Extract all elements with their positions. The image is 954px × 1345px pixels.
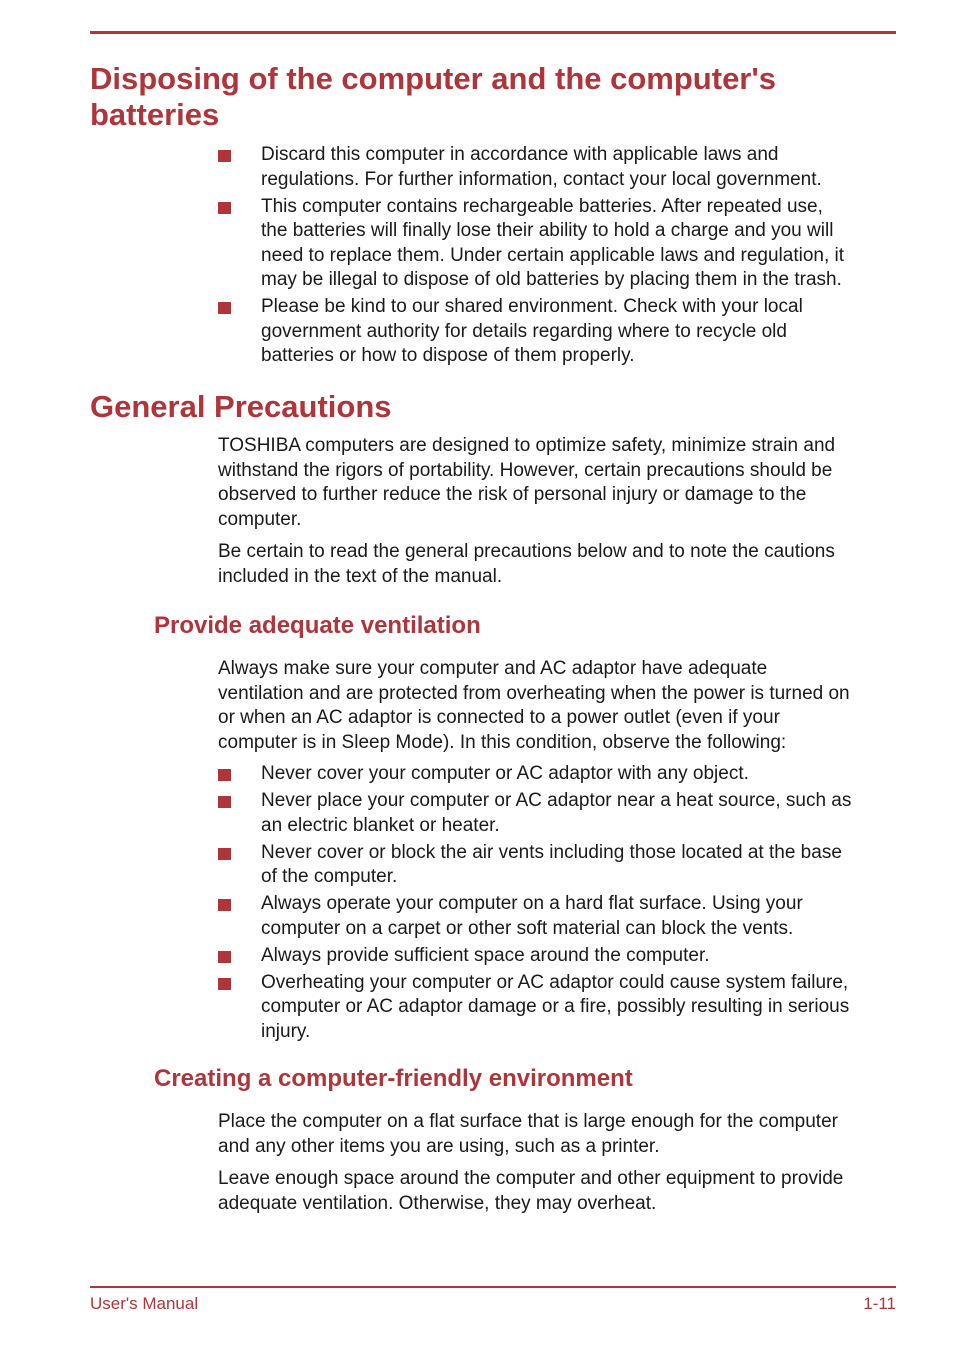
list-item: Overheating your computer or AC adaptor could cause system failure, computer or AC adaptor damage or a fire, possibly resulting in serious injury.	[218, 971, 898, 1045]
ventilation-paragraph: Always make sure your computer and AC adaptor have adequate ventilation and are protected from overheating when the power is turned on or when an AC adaptor is connected to a power outlet (even if your computer is in Sleep Mode). In this condition, observe the following:	[218, 658, 850, 753]
section-title-disposing	[90, 61, 896, 133]
bullet-square-icon	[218, 951, 231, 963]
list-item: Never cover or block the air vents including those located at the base of the computer.	[218, 841, 898, 890]
footer-page-number: 1-11	[863, 1294, 896, 1313]
list-item: Never cover your computer or AC adaptor with any object.	[218, 762, 898, 787]
section-title-general-precautions: General Precautions	[90, 389, 392, 424]
bullet-square-icon	[218, 769, 231, 781]
environment-paragraph: Place the computer on a flat surface that is large enough for the computer and any other items you are using, such as a printer.	[218, 1111, 838, 1157]
footer-manual-title: User's Manual	[90, 1294, 199, 1313]
general-precautions-paragraph: TOSHIBA computers are designed to optimize safety, minimize strain and withstand the rigors of portability. However, certain precautions should be observed to further reduce the risk of personal injury or damage to the computer.	[218, 435, 836, 530]
subsection-title-environment: Creating a computer-friendly environment	[154, 1065, 633, 1092]
disposal-bullet-list	[218, 143, 898, 371]
list-item: Always operate your computer on a hard flat surface. Using your computer on a carpet or other soft material can block the vents.	[218, 892, 898, 941]
section-title-line: batteries	[90, 97, 220, 132]
section-title-line: Disposing of the computer and the computer's	[90, 61, 776, 96]
bullet-square-icon	[218, 978, 231, 990]
bullet-square-icon	[218, 848, 231, 860]
environment-paragraph: Leave enough space around the computer and other equipment to provide adequate ventilation. Otherwise, they may overheat.	[218, 1168, 844, 1214]
bullet-square-icon	[218, 202, 231, 214]
list-item: Please be kind to our shared environment. Check with your local government authority for details regarding where to recycle old batteries or how to dispose of them properly.	[218, 295, 898, 369]
bullet-square-icon	[218, 796, 231, 808]
bullet-square-icon	[218, 302, 231, 314]
list-item: Always provide sufficient space around the computer.	[218, 944, 898, 969]
bottom-rule	[90, 1286, 896, 1288]
list-item: This computer contains rechargeable batteries. After repeated use, the batteries will finally lose their ability to hold a charge and you will need to replace them. Under certain applicable laws and regulation, it may be illegal to dispose of old batteries by placing them in the trash.	[218, 195, 898, 293]
list-item: Never place your computer or AC adaptor near a heat source, such as an electric blanket or heater.	[218, 789, 898, 838]
ventilation-bullet-list	[218, 762, 898, 1047]
bullet-square-icon	[218, 899, 231, 911]
list-item: Discard this computer in accordance with applicable laws and regulations. For further information, contact your local government.	[218, 143, 898, 192]
top-rule	[90, 31, 896, 34]
subsection-title-ventilation: Provide adequate ventilation	[154, 612, 481, 639]
bullet-square-icon	[218, 150, 231, 162]
general-precautions-paragraph: Be certain to read the general precautions below and to note the cautions included in the text of the manual.	[218, 541, 835, 587]
